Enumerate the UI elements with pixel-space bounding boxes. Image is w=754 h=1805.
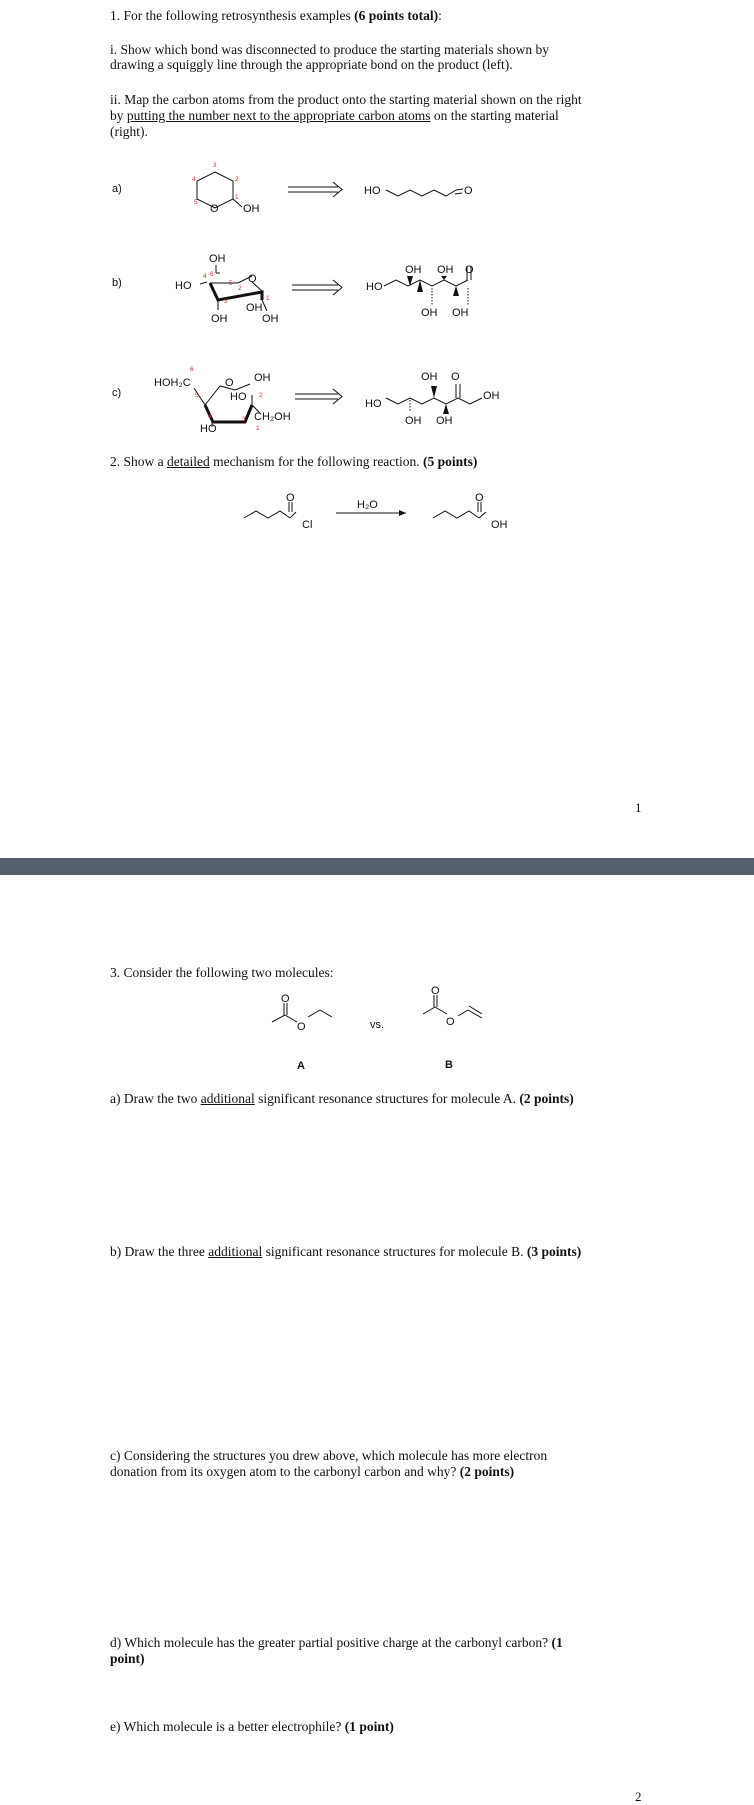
svg-text:OH: OH	[246, 302, 263, 314]
svg-text:HO: HO	[230, 391, 247, 403]
example-b-bold-bonds	[210, 283, 262, 300]
svg-text:HOH₂C: HOH₂C	[154, 377, 191, 389]
svg-text:H₂O: H₂O	[357, 499, 378, 511]
svg-text:O: O	[281, 993, 290, 1005]
q3c-line2: donation from its oxygen atom to the carbonyl carbon and why? (2 points)	[110, 1464, 515, 1479]
q1-ii-line2: by putting the number next to the appropriate carbon atoms on the starting material	[110, 108, 559, 123]
svg-text:3: 3	[224, 298, 228, 305]
svg-text:O: O	[297, 1021, 306, 1033]
molecule-b-label: B	[445, 1059, 453, 1071]
svg-text:OH: OH	[262, 313, 279, 325]
molecule-a-label: A	[297, 1060, 305, 1072]
svg-text:OH: OH	[405, 415, 422, 427]
retrosynthesis-figures	[0, 0, 754, 858]
svg-text:O: O	[451, 371, 460, 383]
q1-ii-line1: ii. Map the carbon atoms from the product onto the starting material shown on the right	[110, 92, 582, 107]
q2-reactant	[244, 502, 296, 518]
q1-ii-line3: (right).	[110, 124, 148, 139]
svg-text:OH: OH	[437, 264, 454, 276]
page-number-1: 1	[635, 800, 642, 815]
svg-text:1: 1	[256, 425, 260, 432]
q3-title: 3. Consider the following two molecules:	[110, 965, 334, 980]
svg-text:OH: OH	[243, 203, 260, 215]
example-a-label: a)	[112, 183, 122, 195]
svg-text:3: 3	[242, 416, 246, 423]
svg-text:5: 5	[195, 392, 199, 399]
svg-text:5: 5	[194, 199, 198, 206]
svg-text:HO: HO	[200, 423, 217, 435]
q1-title: 1. For the following retrosynthesis examples (6 points total):	[110, 8, 442, 23]
svg-text:OH: OH	[452, 307, 469, 319]
svg-text:4: 4	[192, 176, 196, 183]
example-c-label: c)	[112, 387, 122, 399]
svg-text:2: 2	[238, 285, 242, 292]
page-2	[0, 875, 754, 1802]
q3e: e) Which molecule is a better electrophile? (1 point)	[110, 1719, 394, 1734]
svg-text:O: O	[446, 1016, 455, 1028]
example-b-hashes	[432, 288, 468, 305]
svg-text:O: O	[248, 273, 257, 285]
svg-text:OH: OH	[421, 307, 438, 319]
q1-i-line2: drawing a squiggly line through the appropriate bond on the product (left).	[110, 57, 513, 72]
vs-label: vs.	[370, 1019, 385, 1031]
svg-text:OH: OH	[211, 313, 228, 325]
svg-text:OH: OH	[209, 253, 226, 265]
q1-i-line1: i. Show which bond was disconnected to produce the starting materials shown by	[110, 42, 550, 57]
svg-text:Cl: Cl	[302, 519, 313, 531]
q3b: b) Draw the three additional significant resonance structures for molecule B. (3 points)	[110, 1244, 582, 1259]
svg-text:2: 2	[235, 176, 239, 183]
example-b-label: b)	[112, 277, 122, 289]
svg-text:4: 4	[208, 413, 212, 420]
svg-text:3: 3	[213, 162, 217, 169]
svg-text:6: 6	[210, 271, 214, 278]
q3d-line2: point)	[110, 1651, 145, 1666]
q3a: a) Draw the two additional significant resonance structures for molecule A. (2 points)	[110, 1091, 574, 1106]
svg-text:HO: HO	[366, 281, 383, 293]
q3d-line1: d) Which molecule has the greater partial positive charge at the carbonyl carbon? (1	[110, 1635, 563, 1650]
svg-text:O: O	[431, 985, 440, 997]
page-separator	[0, 858, 754, 875]
svg-text:1: 1	[235, 194, 239, 201]
q3c-line1: c) Considering the structures you drew above, which molecule has more electron	[110, 1448, 548, 1463]
svg-text:OH: OH	[405, 264, 422, 276]
retro-arrow-b	[292, 280, 342, 295]
example-b-starting-material	[384, 266, 471, 286]
svg-text:HO: HO	[175, 280, 192, 292]
svg-text:OH: OH	[254, 372, 271, 384]
svg-text:O: O	[465, 264, 474, 276]
svg-text:HO: HO	[364, 185, 381, 197]
q2-product	[433, 502, 486, 518]
retro-arrow-c	[295, 389, 342, 404]
svg-text:O: O	[475, 492, 484, 504]
svg-text:CH₂OH: CH₂OH	[254, 411, 291, 423]
svg-text:OH: OH	[483, 390, 500, 402]
svg-text:1: 1	[266, 295, 270, 302]
svg-text:O: O	[225, 377, 234, 389]
page-number-2: 2	[635, 1789, 642, 1804]
svg-text:4: 4	[203, 273, 207, 280]
svg-text:O: O	[286, 492, 295, 504]
svg-text:2: 2	[259, 392, 263, 399]
svg-text:O: O	[464, 185, 473, 197]
svg-text:HO: HO	[365, 398, 382, 410]
svg-text:6: 6	[190, 366, 194, 373]
svg-text:5: 5	[229, 280, 233, 287]
q2-title: 2. Show a detailed mechanism for the following reaction. (5 points)	[110, 454, 478, 469]
svg-text:OH: OH	[421, 371, 438, 383]
molecule-a	[272, 1003, 332, 1022]
svg-text:OH: OH	[436, 415, 453, 427]
example-a-starting-material	[386, 189, 463, 196]
retro-arrow-a	[288, 182, 342, 197]
example-c-wedges	[431, 386, 449, 414]
svg-text:O: O	[210, 203, 219, 215]
page-1	[0, 0, 754, 858]
molecule-b	[423, 995, 482, 1018]
svg-text:OH: OH	[491, 519, 508, 531]
